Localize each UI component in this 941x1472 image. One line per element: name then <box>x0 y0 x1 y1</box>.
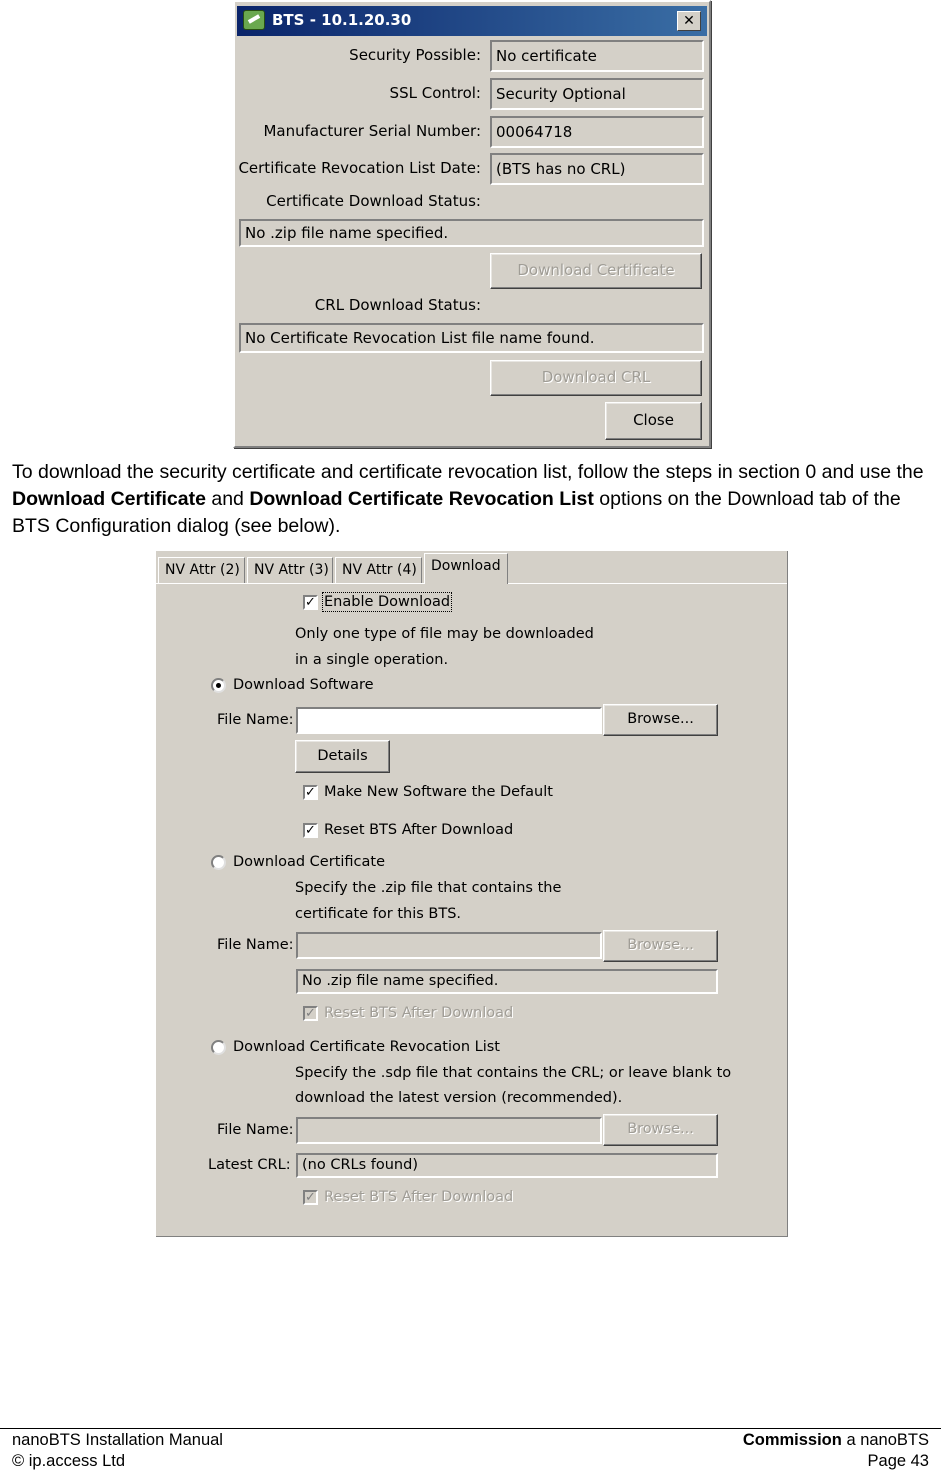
crl-date-label: Certificate Revocation List Date: <box>238 159 481 177</box>
certificate-browse-button[interactable]: Browse... <box>603 930 718 962</box>
software-file-name-label: File Name: <box>217 712 294 728</box>
software-browse-button[interactable]: Browse... <box>603 704 718 736</box>
note-line-1: Only one type of file may be downloaded <box>295 626 594 642</box>
download-certificate-radio[interactable] <box>211 855 226 870</box>
certificate-desc-line-2: certificate for this BTS. <box>295 906 462 922</box>
crl-file-name-label: File Name: <box>217 1122 294 1138</box>
crl-reset-label: Reset BTS After Download <box>324 1189 514 1205</box>
certificate-file-name-label: File Name: <box>217 937 294 953</box>
footer-manual-title: nanoBTS Installation Manual <box>12 1431 223 1449</box>
software-reset-label: Reset BTS After Download <box>324 822 514 838</box>
make-default-checkbox[interactable]: ✓ <box>303 785 318 800</box>
footer-page-number: Page 43 <box>867 1452 929 1470</box>
paragraph-text-2: and <box>205 488 250 510</box>
note-line-2: in a single operation. <box>295 652 449 668</box>
crl-download-status-label: CRL Download Status: <box>314 296 481 314</box>
close-button[interactable]: Close <box>605 402 702 440</box>
certificate-download-status-field: No .zip file name specified. <box>239 219 704 247</box>
security-possible-field: No certificate <box>490 40 704 72</box>
make-default-label: Make New Software the Default <box>324 784 553 800</box>
certificate-desc-line-1: Specify the .zip file that contains the <box>295 880 562 896</box>
certificate-status-field: No .zip file name specified. <box>296 969 718 994</box>
serial-number-field: 00064718 <box>490 116 704 148</box>
crl-download-status-field: No Certificate Revocation List file name found. <box>239 323 704 353</box>
download-crl-label: Download Certificate Revocation List <box>233 1039 500 1055</box>
app-icon <box>243 10 265 30</box>
certificate-file-name-input[interactable] <box>296 932 602 959</box>
tab-download[interactable]: Download <box>424 553 508 584</box>
crl-reset-checkbox[interactable]: ✓ <box>303 1190 318 1205</box>
download-crl-button[interactable]: Download CRL <box>490 360 702 396</box>
paragraph-text-1: To download the security certificate and certificate revocation list, follow the steps in section 0 and use the <box>12 461 924 483</box>
download-certificate-button[interactable]: Download Certificate <box>490 253 702 289</box>
footer-section <box>743 1431 929 1450</box>
footer-copyright: © ip.access Ltd <box>12 1452 126 1470</box>
crl-desc-line-1: Specify the .sdp file that contains the CRL; or leave blank to <box>295 1065 732 1081</box>
download-software-label: Download Software <box>233 677 374 693</box>
crl-desc-line-2: download the latest version (recommended). <box>295 1090 623 1106</box>
ssl-control-label: SSL Control: <box>389 84 481 102</box>
software-reset-checkbox[interactable]: ✓ <box>303 823 318 838</box>
serial-number-label: Manufacturer Serial Number: <box>263 122 481 140</box>
enable-download-checkbox[interactable]: ✓ <box>303 595 318 610</box>
details-button[interactable]: Details <box>295 740 390 773</box>
software-file-name-input[interactable] <box>296 707 602 734</box>
security-possible-label: Security Possible: <box>349 46 481 64</box>
crl-date-field: (BTS has no CRL) <box>490 153 704 185</box>
certificate-reset-checkbox[interactable]: ✓ <box>303 1006 318 1021</box>
window-close-button[interactable]: ✕ <box>677 11 701 31</box>
paragraph-bold-download-certificate: Download Certificate <box>12 488 206 510</box>
bts-dialog <box>233 0 711 448</box>
ssl-control-field: Security Optional <box>490 78 704 110</box>
paragraph-text-3: options on the Download tab of the BTS Configuration dialog (see below). <box>12 488 901 537</box>
crl-browse-button[interactable]: Browse... <box>603 1114 718 1146</box>
tab-nv-attr-4[interactable]: NV Attr (4) <box>335 557 422 583</box>
certificate-reset-label: Reset BTS After Download <box>324 1005 514 1021</box>
download-crl-radio[interactable] <box>211 1040 226 1055</box>
latest-crl-label: Latest CRL: <box>208 1157 291 1173</box>
bts-configuration-download-tab <box>156 551 788 1237</box>
tab-nv-attr-3[interactable]: NV Attr (3) <box>247 557 333 583</box>
certificate-download-status-label: Certificate Download Status: <box>266 192 481 210</box>
download-certificate-label: Download Certificate <box>233 854 386 870</box>
instruction-paragraph <box>12 459 932 540</box>
footer-section-rest: a nanoBTS <box>841 1431 929 1449</box>
footer-rule <box>0 1428 941 1429</box>
download-software-radio[interactable] <box>211 678 226 693</box>
title-bar[interactable] <box>237 6 707 36</box>
window-title: BTS - 10.1.20.30 <box>272 11 412 29</box>
paragraph-bold-download-crl: Download Certificate Revocation List <box>249 488 594 510</box>
enable-download-label[interactable]: Enable Download <box>324 594 451 610</box>
crl-file-name-input[interactable] <box>296 1117 602 1144</box>
footer-section-bold: Commission <box>742 1431 842 1449</box>
latest-crl-field: (no CRLs found) <box>296 1153 718 1178</box>
tab-nv-attr-2[interactable]: NV Attr (2) <box>158 557 245 583</box>
